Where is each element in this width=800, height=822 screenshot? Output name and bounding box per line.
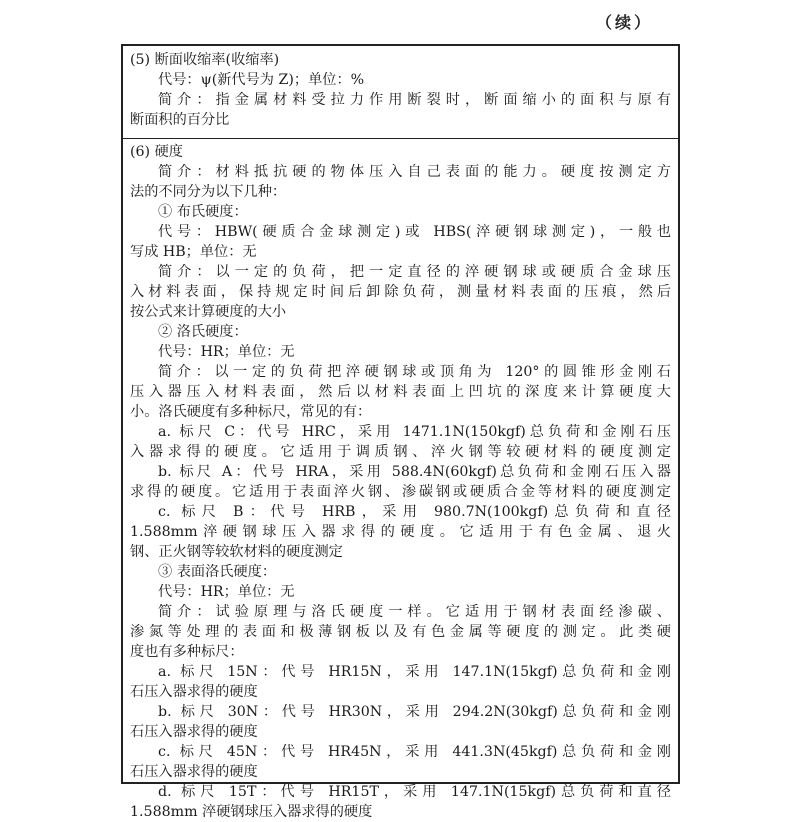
scale-line: 石压入器求得的硬度 xyxy=(130,684,258,700)
scale-line: 求得的硬度。它适用于表面淬火钢、渗碳钢或硬质合金等材料的硬度测定 xyxy=(130,484,671,500)
scale-line: 石压入器求得的硬度 xyxy=(130,724,258,740)
scale-line: b. 标尺 A：代号 HRA，采用 588.4N(60kgf)总负荷和金刚石压入器 xyxy=(158,464,671,480)
intro-line: 小。洛氏硬度有多种标尺，常见的有： xyxy=(130,404,372,420)
scale-line: 入器求得的硬度。它适用于调质钢、淬火钢等较硬材料的硬度测定 xyxy=(130,444,671,460)
subsection-title: ② 洛氏硬度： xyxy=(158,324,248,340)
scale-line: a. 标尺 15N：代号 HR15N，采用 147.1N(15kgf)总负荷和金刚 xyxy=(158,664,671,680)
intro-line: 简介：材料抵抗硬的物体压入自己表面的能力。硬度按测定方 xyxy=(158,164,671,180)
intro-line: 断面积的百分比 xyxy=(130,112,230,128)
intro-line: 入材料表面，保持规定时间后卸除负荷，测量材料表面的压痕，然后 xyxy=(130,284,671,300)
intro-line: 法的不同分为以下几种： xyxy=(130,184,287,200)
scale-line: 1.588mm 淬硬钢球压入器求得的硬度 xyxy=(130,804,373,820)
code-line: 代号：ψ(新代号为 Z)；单位：% xyxy=(158,72,365,88)
code-line: 代号：HBW(硬质合金球测定)或 HBS(淬硬钢球测定)，一般也 xyxy=(158,224,671,240)
intro-line: 简介：试验原理与洛氏硬度一样。它适用于钢材表面经渗碳、 xyxy=(158,604,671,620)
content-table xyxy=(121,44,680,820)
intro-line: 渗氮等处理的表面和极薄钢板以及有色金属等硬度的测定。此类硬 xyxy=(130,624,671,640)
scale-line: d. 标尺 15T：代号 HR15T，采用 147.1N(15kgf)总负荷和直径 xyxy=(158,784,671,800)
section-hardness xyxy=(123,139,678,820)
scale-line: a. 标尺 C：代号 HRC，采用 1471.1N(150kgf)总负荷和金刚石压 xyxy=(158,424,671,440)
subsection-title: ① 布氏硬度： xyxy=(158,204,248,220)
scale-line: 1.588mm淬硬钢球压入器求得的硬度。它适用于有色金属、退火 xyxy=(130,524,671,540)
continued-label: （续） xyxy=(596,13,654,32)
code-line: 写成 HB；单位：无 xyxy=(130,244,257,260)
scale-line: b. 标尺 30N：代号 HR30N，采用 294.2N(30kgf)总负荷和金刚 xyxy=(158,704,671,720)
intro-line: 简介：以一定的负荷，把一定直径的淬硬钢球或硬质合金球压 xyxy=(158,264,671,280)
section-area-reduction xyxy=(123,46,678,139)
intro-line: 度也有多种标尺： xyxy=(130,644,244,660)
code-line: 代号：HR；单位：无 xyxy=(158,584,295,600)
subsection-title: ③ 表面洛氏硬度： xyxy=(158,564,277,580)
scale-line: c. 标尺 45N：代号 HR45N，采用 441.3N(45kgf)总负荷和金刚 xyxy=(158,744,671,760)
code-line: 代号：HR；单位：无 xyxy=(158,344,295,360)
intro-line: 简介：以一定的负荷把淬硬钢球或顶角为 120°的圆锥形金刚石 xyxy=(158,364,671,380)
intro-line: 按公式来计算硬度的大小 xyxy=(130,304,287,320)
section-title: (5) 断面收缩率(收缩率) xyxy=(130,52,280,68)
intro-line: 简介：指金属材料受拉力作用断裂时，断面缩小的面积与原有 xyxy=(158,92,671,108)
scale-line: 石压入器求得的硬度 xyxy=(130,764,258,780)
intro-line: 压入器压入材料表面，然后以材料表面上凹坑的深度来计算硬度大 xyxy=(130,384,671,400)
scale-line: c. 标尺 B：代号 HRB，采用 980.7N(100kgf)总负荷和直径 xyxy=(158,504,671,520)
scale-line: 钢、正火钢等较软材料的硬度测定 xyxy=(130,544,343,560)
section-title: (6) 硬度 xyxy=(130,144,183,160)
